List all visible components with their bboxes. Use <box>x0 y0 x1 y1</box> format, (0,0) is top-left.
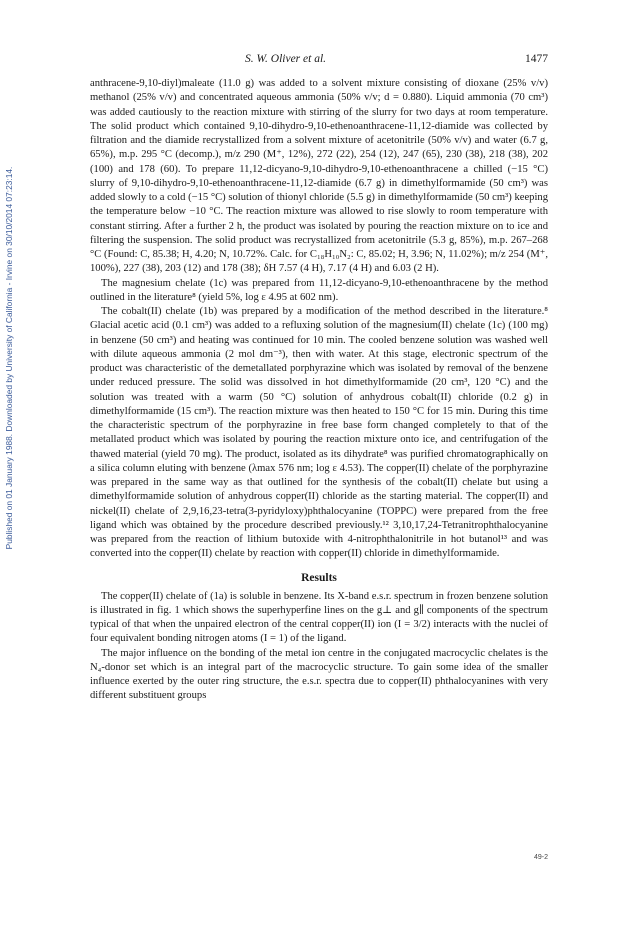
page-number: 1477 <box>525 53 548 65</box>
signature-mark: 49-2 <box>533 854 548 861</box>
paragraph-magnesium-chelate: The magnesium chelate (1c) was prepared from 11,12-dicyano-9,10-ethenoanthracene by the method outlined in the literature⁸ (yield 5%, log ε 4.95 at 602 nm). <box>90 277 548 303</box>
paragraph-cobalt-chelate: The cobalt(II) chelate (1b) was prepared by a modification of the method described in the literature.⁸ Glacial acetic acid (0.1 cm³) was added to a refluxing solution of the magnesium(II) chelate (1c) (100 mg) in benzene (50 cm³) and heating was continued for 10 min. The cooled benzene solution was washed well with dilute aqueous ammonia (2 mol dm⁻³), then with water. At this stage, electronic spectrum of the product was characteristic of the demetallated porphyrazine which was isolated by removal of the benzene under reduced pressure. The solid was dissolved in hot dimethylformamide (20 cm³, 120 °C) and the solution was treated with a warm (50 °C) solution of anhydrous cobalt(II) chloride (0.2 g) in dimethylformamide (15 cm³). The reaction mixture was then heated to 150 °C for 15 min. During this time the characteristic spectrum of the porphyrazine in free base form changed completely to that of the metallated product which was isolated by pouring the reaction mixture onto ice, and centrifugation of the thawed material (yield 70 mg). The product, isolated as its dihydrate⁸ was purified chromatographically on a silica column eluting with benzene (λmax 576 nm; log ε 4.53). The copper(II) chelate of the porphyrazine was prepared in the same way as that outlined for the synthesis of the cobalt(II) chelate but using a dimethylformamide solution of anhydrous copper(II) chloride as the starting material. The copper(II) and nickel(II) chelate of 2,9,16,23-tetra(3-pyridyloxy)phthalocyanine (TOPPC) were prepared from the free ligand which was obtained by the procedure described previously.¹² 3,10,17,24-Tetranitrophthalocyanine was prepared from the reaction of lithium butoxide with 4-nitrophthalonitrile in hot butanol¹³ and was converted into the copper(II) chelate by reaction with copper(II) chloride in dimethylformamide. <box>90 306 548 560</box>
running-header-author: S. W. Oliver et al. <box>245 53 327 65</box>
paragraph-preparation-diamide: anthracene-9,10-diyl)maleate (11.0 g) was added to a solvent mixture consisting of dioxane (25% v/v) methanol (25% v/v) and concentrated aqueous ammonia (50% v/v; d = 0.880). Liquid ammonia (70 cm³) was added cautiously to the reaction mixture with stirring of the slurry for two days at room temperature. The solid product which contained 9,10-dihydro-9,10-ethenoanthracene-11,12-diamide was collected by filtration and the diamide recrystallized from a solvent mixture of acetonitrile (50% v/v) and water (6.7 g, 65%), m.p. 295 °C (decomp.), m/z 290 (M⁺, 12%), 272 (22), 254 (12), 247 (65), 230 (38), 218 (38), 202 (100) and 178 (60). To prepare 11,12-dicyano-9,10-dihydro-9,10-ethenoanthracene a chilled (−15 °C) slurry of 9,10-dihydro-9,10-ethenoanthracene-11,12-diamide (6.7 g) in dimethylformamide (50 cm³) was added slowly to a cold (−15 °C) solution of thionyl chloride (5.5 g) in dimethylformamide (50 cm³) keeping the temperature below −10 °C. The reaction mixture was allowed to rise slowly to room temperature with constant stirring. After a further 2 h, the product was isolated by pouring the reaction mixture on to ice and filtering the suspension. The solid product was recrystallized from acetonitrile (5.3 g, 85%), m.p. 267–268 °C (Found: C, 85.38; H, 4.20; N, 10.72%. Calc. for C₁₈H₁₀N₂: C, 85.02; H, 3.96; N, 11.02%); m/z 254 (M⁺, 100%), 227 (38), 203 (12) and 178 (38); δH 7.57 (4 H), 7.17 (4 H) and 6.03 (2 H). <box>90 78 548 275</box>
publication-note: Published on 01 January 1988. Downloaded by University of California - Irvine on 30/10/2014 07:23:14. <box>4 166 14 550</box>
section-heading-results: Results <box>301 571 337 584</box>
running-header <box>90 53 548 67</box>
publication-sidebar <box>2 118 16 598</box>
paragraph-results-esr: The copper(II) chelate of (1a) is soluble in benzene. Its X-band e.s.r. spectrum in frozen benzene solution is illustrated in fig. 1 which shows the superhyperfine lines on the g⊥ and g∥ components of the spectrum typical of that when the unpaired electron of the central copper(II) ion (I = 3/2) interacts with the nuclei of four equivalent bonding nitrogen atoms (I = 1) of the ligand. <box>90 590 548 645</box>
paragraph-results-bonding: The major influence on the bonding of the metal ion centre in the conjugated macrocyclic chelates is the N₄-donor set which is an integral part of the macrocyclic structure. To gain some idea of the smaller influence exerted by the outer ring structure, the e.s.r. spectra due to copper(II) phthalocyanines with very different substituent groups <box>90 647 548 702</box>
article-body <box>90 77 548 704</box>
